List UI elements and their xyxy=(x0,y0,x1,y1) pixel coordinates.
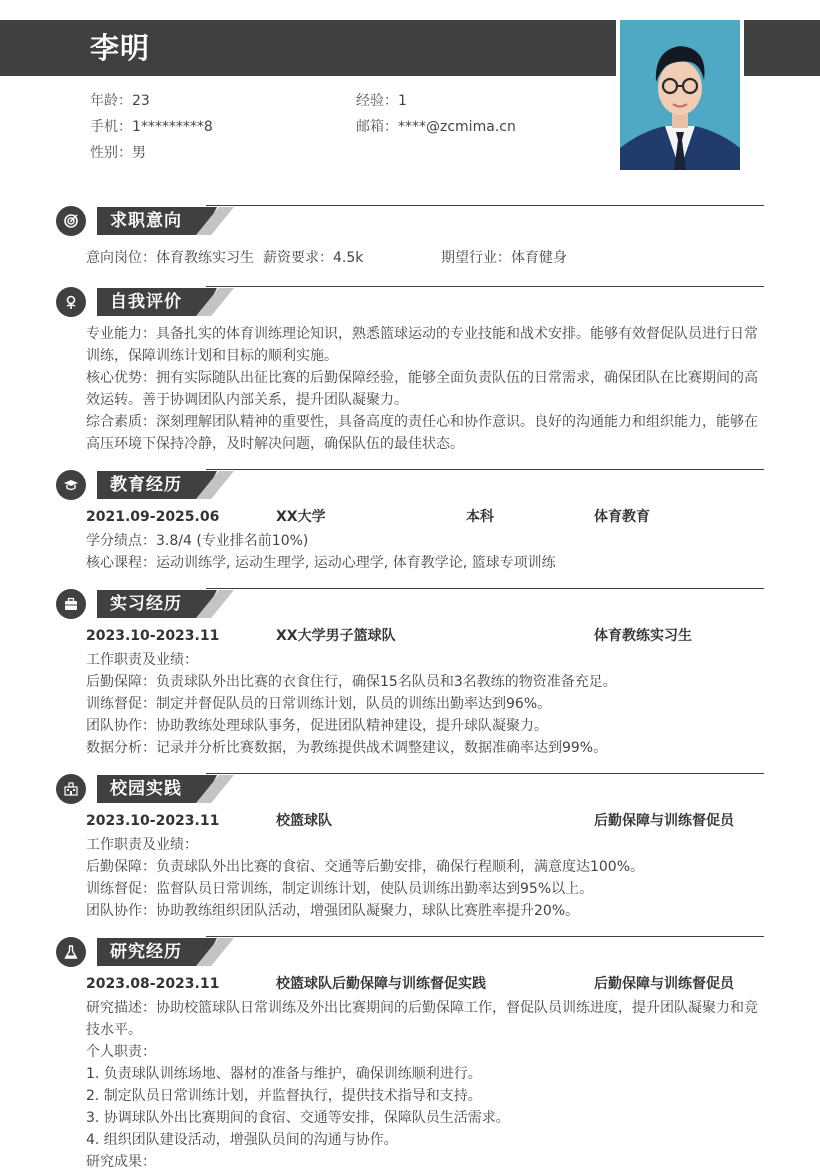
experience-field: 经验：1 xyxy=(356,93,407,109)
education-details xyxy=(86,530,766,574)
campus-role: 后勤保障与训练督促员 xyxy=(594,813,734,829)
school-building-icon xyxy=(56,774,86,804)
education-period: 2021.09-2025.06 xyxy=(86,509,220,525)
internship-role: 体育教练实习生 xyxy=(594,628,692,644)
internship-line: 数据分析：记录并分析比赛数据，为教练提供战术调整建议，数据准确率达到99%。 xyxy=(86,740,608,756)
intention-salary: 薪资要求：4.5k xyxy=(263,250,364,266)
section-divider xyxy=(206,773,764,774)
campus-line: 后勤保障：负责球队外出比赛的食宿、交通等后勤安排，确保行程顺利，满意度达100%。 xyxy=(86,859,645,875)
campus-line: 团队协作：协助教练组织团队活动，增强团队凝聚力，球队比赛胜率提升20%。 xyxy=(86,903,580,919)
research-line: 3. 协调球队外出比赛期间的食宿、交通等安排，保障队员生活需求。 xyxy=(86,1110,510,1126)
self-eval-paragraph: 综合素质：深刻理解团队精神的重要性，具备高度的责任心和协作意识。良好的沟通能力和组织能力，能够在高压环境下保持冷静，及时解决问题，确保队伍的最佳状态。 xyxy=(86,414,758,452)
internship-summary-row xyxy=(86,625,766,647)
research-period: 2023.08-2023.11 xyxy=(86,976,220,992)
research-line: 研究成果： xyxy=(86,1154,156,1170)
section-header-campus xyxy=(56,773,764,805)
phone-value: 1*********8 xyxy=(132,119,213,135)
age-value: 23 xyxy=(132,93,150,109)
gender-field: 性别：男 xyxy=(90,145,146,161)
education-courses: 核心课程：运动训练学, 运动生理学, 运动心理学, 体育教学论, 篮球专项训练 xyxy=(86,555,556,571)
campus-details xyxy=(86,834,766,922)
section-title: 自我评价 xyxy=(110,292,182,312)
internship-line: 训练督促：制定并督促队员的日常训练计划，队员的训练出勤率达到96%。 xyxy=(86,696,552,712)
section-divider xyxy=(206,286,764,287)
research-line: 4. 组织团队建设活动，增强队员间的沟通与协作。 xyxy=(86,1132,398,1148)
section-title: 研究经历 xyxy=(110,942,182,962)
internship-line: 团队协作：协助教练处理球队事务，促进团队精神建设，提升球队凝聚力。 xyxy=(86,718,548,734)
intention-position: 意向岗位：体育教练实习生 xyxy=(86,250,254,266)
flower-icon xyxy=(56,287,86,317)
education-gpa: 学分绩点：3.8/4 (专业排名前10%) xyxy=(86,533,309,549)
experience-value: 1 xyxy=(398,93,407,109)
self-eval-paragraph: 核心优势：拥有实际随队出征比赛的后勤保障经验，能够全面负责队伍的日常需求，确保团队在比赛期间的高效运转。善于协调团队内部关系，提升团队凝聚力。 xyxy=(86,370,758,408)
candidate-name: 李明 xyxy=(90,31,151,65)
section-header-intention xyxy=(56,205,764,237)
age-field: 年龄：23 xyxy=(90,93,150,109)
section-title: 教育经历 xyxy=(110,475,182,495)
research-project: 校篮球队后勤保障与训练督促实践 xyxy=(276,976,486,992)
internship-period: 2023.10-2023.11 xyxy=(86,628,220,644)
education-summary-row xyxy=(86,506,766,528)
campus-summary-row xyxy=(86,810,766,832)
intention-industry: 期望行业：体育健身 xyxy=(441,250,567,266)
header-banner-right xyxy=(744,20,820,76)
section-divider xyxy=(206,936,764,937)
section-header-research xyxy=(56,936,764,968)
section-title: 求职意向 xyxy=(110,211,182,231)
profile-photo xyxy=(620,20,740,170)
section-title: 实习经历 xyxy=(110,594,182,614)
campus-org: 校篮球队 xyxy=(276,813,332,829)
section-divider xyxy=(206,205,764,206)
research-description: 研究描述：协助校篮球队日常训练及外出比赛期间的后勤保障工作，督促队员训练进度，提升团队凝聚力和竞技水平。 xyxy=(86,1000,758,1038)
graduation-cap-icon xyxy=(56,470,86,500)
target-icon xyxy=(56,206,86,236)
education-major: 体育教育 xyxy=(594,509,650,525)
section-header-education xyxy=(56,469,764,501)
section-divider xyxy=(206,469,764,470)
section-header-internship xyxy=(56,588,764,620)
briefcase-icon xyxy=(56,589,86,619)
campus-line: 工作职责及业绩： xyxy=(86,837,198,853)
email-field: 邮箱：****@zcmima.cn xyxy=(356,119,516,135)
campus-period: 2023.10-2023.11 xyxy=(86,813,220,829)
internship-details xyxy=(86,649,766,759)
campus-line: 训练督促：监督队员日常训练，制定训练计划，使队员训练出勤率达到95%以上。 xyxy=(86,881,594,897)
section-title: 校园实践 xyxy=(110,779,182,799)
research-line: 个人职责： xyxy=(86,1044,156,1060)
self-eval-body xyxy=(86,323,766,455)
education-school: XX大学 xyxy=(276,509,326,525)
internship-line: 后勤保障：负责球队外出比赛的衣食住行，确保15名队员和3名教练的物资准备充足。 xyxy=(86,674,617,690)
section-divider xyxy=(206,588,764,589)
portrait-image xyxy=(620,20,740,170)
email-value: ****@zcmima.cn xyxy=(398,119,516,135)
internship-line: 工作职责及业绩： xyxy=(86,652,198,668)
research-line: 1. 负责球队训练场地、器材的准备与维护，确保训练顺利进行。 xyxy=(86,1066,482,1082)
research-details xyxy=(86,997,766,1173)
research-summary-row xyxy=(86,973,766,995)
phone-field: 手机：1*********8 xyxy=(90,119,213,135)
self-eval-paragraph: 专业能力：具备扎实的体育训练理论知识，熟悉篮球运动的专业技能和战术安排。能够有效督促队员进行日常训练，保障训练计划和目标的顺利实施。 xyxy=(86,326,758,364)
internship-org: XX大学男子篮球队 xyxy=(276,628,396,644)
education-degree: 本科 xyxy=(466,509,494,525)
research-role: 后勤保障与训练督促员 xyxy=(594,976,734,992)
flask-icon xyxy=(56,937,86,967)
research-line: 2. 制定队员日常训练计划，并监督执行，提供技术指导和支持。 xyxy=(86,1088,482,1104)
section-header-self-eval xyxy=(56,286,764,318)
gender-value: 男 xyxy=(132,145,146,161)
